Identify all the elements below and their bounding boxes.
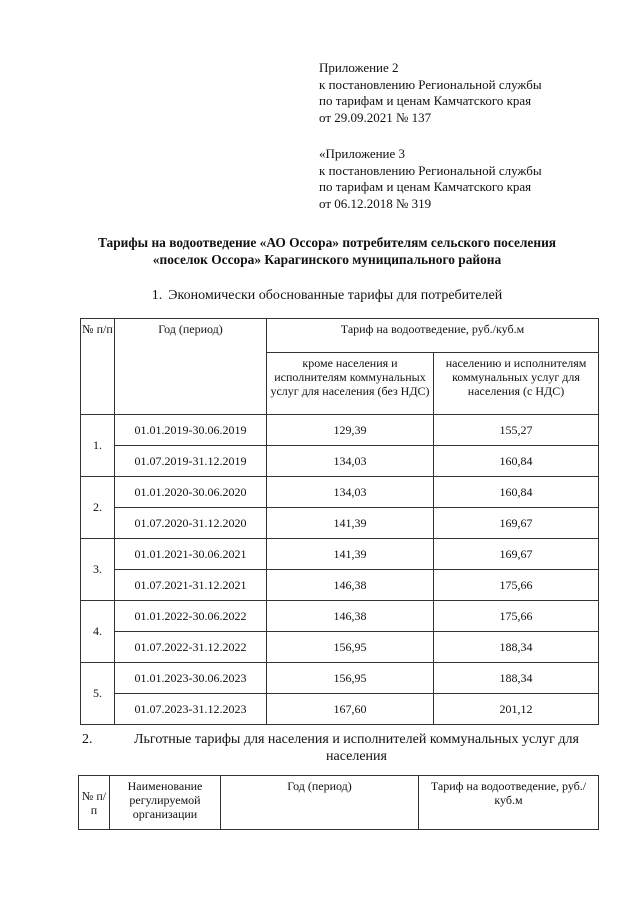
tariff-b-cell: 160,84 <box>434 477 599 508</box>
tariff-a-cell: 146,38 <box>267 601 434 632</box>
tariff-a-cell: 146,38 <box>267 570 434 601</box>
section-1-text: Экономически обоснованные тарифы для потребителей <box>168 288 503 303</box>
period-cell: 01.01.2019-30.06.2019 <box>115 415 267 446</box>
period-cell: 01.01.2021-30.06.2021 <box>115 539 267 570</box>
period-cell: 01.07.2019-31.12.2019 <box>115 446 267 477</box>
tariff-b-cell: 201,12 <box>434 694 599 725</box>
table-row <box>81 601 599 632</box>
period-cell: 01.07.2023-31.12.2023 <box>115 694 267 725</box>
tariff-b-cell: 188,34 <box>434 663 599 694</box>
section-1-number: 1. <box>151 288 163 303</box>
table-row <box>81 539 599 570</box>
header-num: № п/п <box>81 319 115 415</box>
table-row <box>81 415 599 446</box>
header-period: Год (период) <box>221 776 419 830</box>
header-col-a: кроме населения и исполнителям коммунальных услуг для населения (без НДС) <box>267 353 434 415</box>
tariff-a-cell: 141,39 <box>267 508 434 539</box>
header-col-b: населению и исполнителям коммунальных услуг для населения (с НДС) <box>434 353 599 415</box>
table-row <box>81 632 599 663</box>
section-2-text: Льготные тарифы для населения и исполнителей коммунальных услуг для населения <box>134 732 579 764</box>
period-cell: 01.07.2021-31.12.2021 <box>115 570 267 601</box>
tariff-b-cell: 169,67 <box>434 508 599 539</box>
appendix-ref-line: «Приложение 3 <box>319 146 406 161</box>
tariff-b-cell: 188,34 <box>434 632 599 663</box>
period-cell: 01.07.2020-31.12.2020 <box>115 508 267 539</box>
tariff-a-cell: 167,60 <box>267 694 434 725</box>
appendix-ref-line: по тарифам и ценам Камчатского края <box>319 179 532 194</box>
tariff-a-cell: 134,03 <box>267 446 434 477</box>
tariff-a-cell: 156,95 <box>267 663 434 694</box>
appendix-line: от 29.09.2021 № 137 <box>319 109 432 125</box>
tariff-b-cell: 155,27 <box>434 415 599 446</box>
table-row <box>81 446 599 477</box>
group-number: 1. <box>81 415 115 477</box>
header-tariff: Тариф на водоотведение, руб./куб.м <box>267 319 599 353</box>
table-header-row <box>79 776 599 830</box>
header-org: Наименование регулируемой организации <box>110 776 221 830</box>
group-number: 4. <box>81 601 115 663</box>
appendix-line: к постановлению Региональной службы <box>319 76 542 92</box>
section-2-heading <box>82 731 597 765</box>
appendix-header <box>319 60 542 126</box>
header-tariff: Тариф на водоотведение, руб./куб.м <box>419 776 599 830</box>
table-row <box>81 477 599 508</box>
tariff-b-cell: 169,67 <box>434 539 599 570</box>
period-cell: 01.01.2020-30.06.2020 <box>115 477 267 508</box>
header-period: Год (период) <box>115 319 267 415</box>
period-cell: 01.01.2023-30.06.2023 <box>115 663 267 694</box>
section-2-number: 2. <box>82 732 93 747</box>
period-cell: 01.01.2022-30.06.2022 <box>115 601 267 632</box>
group-number: 2. <box>81 477 115 539</box>
appendix-line: Приложение 2 <box>319 60 399 75</box>
appendix-ref-line: к постановлению Региональной службы <box>319 162 542 178</box>
appendix-reference <box>319 146 542 212</box>
table-row <box>81 508 599 539</box>
tariff-a-cell: 141,39 <box>267 539 434 570</box>
tariff-a-cell: 134,03 <box>267 477 434 508</box>
table-row <box>81 663 599 694</box>
title-line-2: «поселок Оссора» Карагинского муниципального района <box>152 252 502 267</box>
appendix-line: по тарифам и ценам Камчатского края <box>319 93 532 108</box>
header-num: № п/п <box>79 776 110 830</box>
tariff-a-cell: 156,95 <box>267 632 434 663</box>
section-1-heading <box>64 288 590 304</box>
document-title <box>64 234 590 268</box>
title-line-1: Тарифы на водоотведение «АО Оссора» потребителям сельского поселения <box>97 235 557 250</box>
tariff-table-preferential <box>78 775 599 830</box>
tariff-b-cell: 175,66 <box>434 601 599 632</box>
group-number: 3. <box>81 539 115 601</box>
table-row <box>81 694 599 725</box>
tariff-b-cell: 160,84 <box>434 446 599 477</box>
table-row <box>81 570 599 601</box>
tariff-a-cell: 129,39 <box>267 415 434 446</box>
group-number: 5. <box>81 663 115 725</box>
period-cell: 01.07.2022-31.12.2022 <box>115 632 267 663</box>
tariff-b-cell: 175,66 <box>434 570 599 601</box>
tariff-table-economic <box>80 318 599 725</box>
appendix-ref-line: от 06.12.2018 № 319 <box>319 195 432 211</box>
